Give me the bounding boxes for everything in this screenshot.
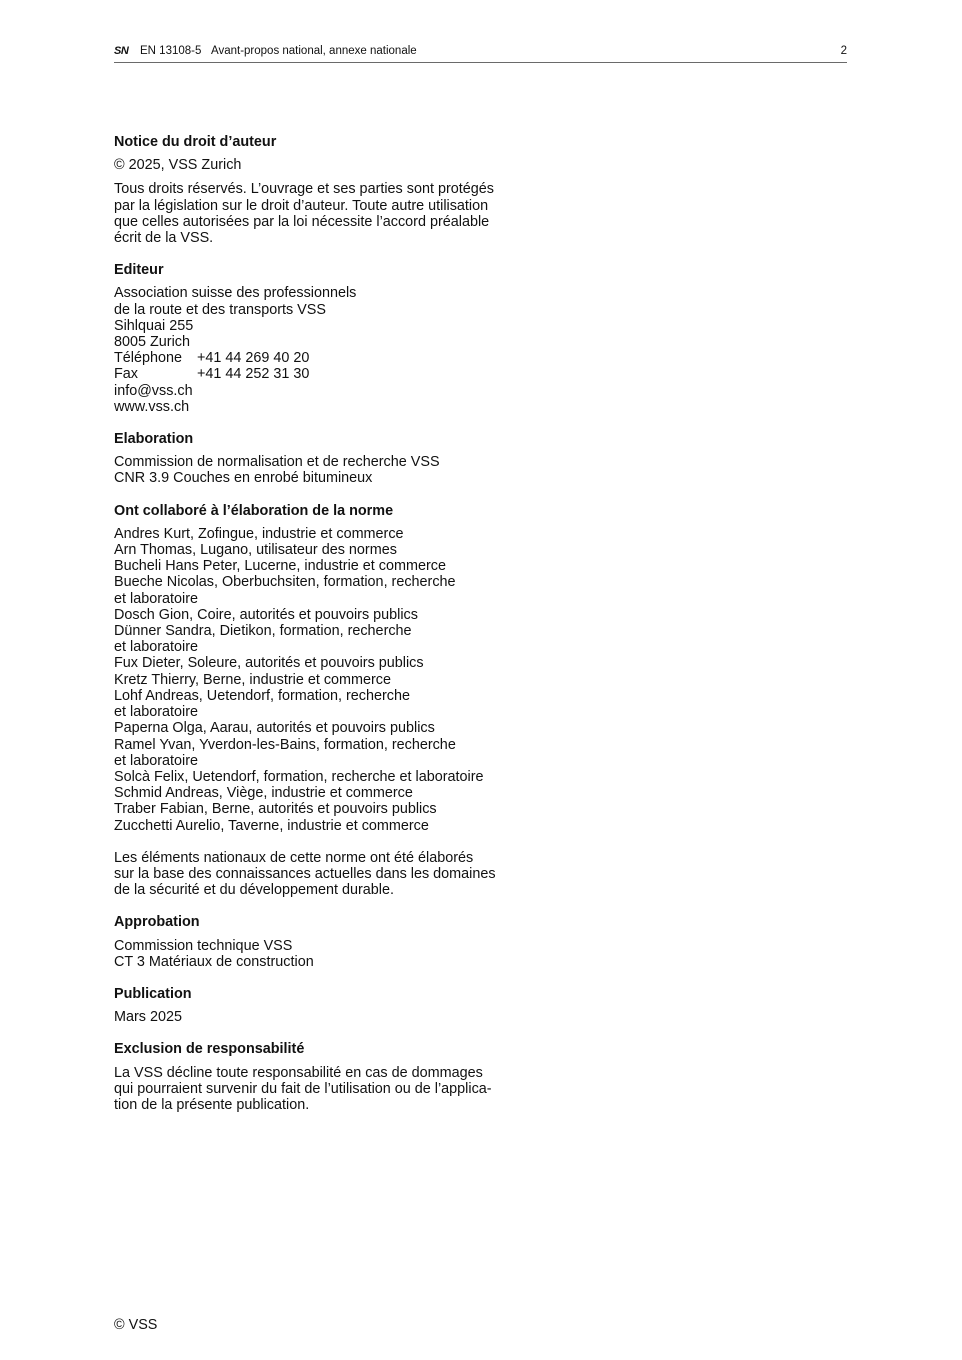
approval-text	[114, 938, 514, 970]
disclaimer-line: La VSS décline toute responsabilité en cas de dommages	[114, 1064, 483, 1081]
copyright-year-line: © 2025, VSS Zurich	[114, 157, 242, 174]
sn-logo-icon: SN	[114, 45, 129, 57]
phone-row	[114, 350, 514, 366]
note-line: de la sécurité et du développement durable.	[114, 882, 395, 899]
editor-heading: Editeur	[114, 262, 164, 279]
collaborator-line: et laboratoire	[114, 590, 198, 607]
collaborators-section	[114, 503, 514, 899]
copyright-text-line: écrit de la VSS.	[114, 230, 214, 247]
fax-value: +41 44 252 31 30	[197, 366, 310, 383]
note-line: sur la base des connaissances actuelles dans les domaines	[114, 865, 496, 882]
disclaimer-section	[114, 1041, 514, 1113]
collaborator-line: et laboratoire	[114, 752, 198, 769]
disclaimer-heading: Exclusion de responsabilité	[114, 1041, 305, 1058]
disclaimer-line: tion de la présente publication.	[114, 1096, 310, 1113]
elaboration-text	[114, 454, 514, 486]
collaborator-line: Paperna Olga, Aarau, autorités et pouvoirs publics	[114, 720, 435, 737]
collaborator-line: Bueche Nicolas, Oberbuchsiten, formation, recherche	[114, 574, 456, 591]
approval-heading: Approbation	[114, 914, 200, 931]
collaborator-line: Dünner Sandra, Dietikon, formation, recherche	[114, 623, 412, 640]
copyright-text-line: que celles autorisées par la loi nécessite l’accord préalable	[114, 213, 490, 230]
elaboration-line: Commission de normalisation et de recherche VSS	[114, 454, 440, 471]
publication-date: Mars 2025	[114, 1009, 182, 1026]
copyright-text-line: Tous droits réservés. L’ouvrage et ses parties sont protégés	[114, 181, 494, 198]
copyright-heading: Notice du droit d’auteur	[114, 134, 277, 150]
collaborator-line: Ramel Yvan, Yverdon-les-Bains, formation, recherche	[114, 736, 456, 753]
address-line: Association suisse des professionnels	[114, 285, 357, 302]
copyright-text	[114, 181, 514, 246]
approval-line: CT 3 Matériaux de construction	[114, 953, 314, 970]
collaborator-line: Dosch Gion, Coire, autorités et pouvoirs publics	[114, 606, 418, 623]
page-number: 2	[840, 45, 847, 57]
address-line: 8005 Zurich	[114, 334, 190, 351]
disclaimer-text	[114, 1065, 514, 1114]
collaborator-line: Bucheli Hans Peter, Lucerne, industrie et commerce	[114, 558, 446, 575]
collaborator-line: et laboratoire	[114, 639, 198, 656]
collaborator-line: Andres Kurt, Zofingue, industrie et commerce	[114, 525, 404, 542]
collaborator-line: Arn Thomas, Lugano, utilisateur des normes	[114, 542, 397, 559]
address-line: Sihlquai 255	[114, 317, 194, 334]
page-content	[114, 134, 514, 1113]
phone-label: Téléphone	[114, 350, 183, 367]
collaborators-heading: Ont collaboré à l’élaboration de la norme	[114, 502, 394, 519]
collaborator-line: Lohf Andreas, Uetendorf, formation, recherche	[114, 687, 410, 704]
website-link[interactable]: www.vss.ch	[114, 398, 190, 415]
document-title: Avant-propos national, annexe nationale	[211, 45, 417, 57]
collaborator-line: Traber Fabian, Berne, autorités et pouvoirs publics	[114, 801, 437, 818]
copyright-text-line: par la législation sur le droit d’auteur. Toute autre utilisation	[114, 197, 489, 214]
fax-row	[114, 366, 514, 382]
collaborator-line: Solcà Felix, Uetendorf, formation, recherche et laboratoire	[114, 768, 484, 785]
editor-address	[114, 285, 514, 415]
address-line: de la route et des transports VSS	[114, 301, 326, 318]
elaboration-section	[114, 431, 514, 487]
collaborator-line: et laboratoire	[114, 704, 198, 721]
approval-line: Commission technique VSS	[114, 937, 293, 954]
elaboration-heading: Elaboration	[114, 431, 194, 448]
disclaimer-line: qui pourraient survenir du fait de l’utilisation ou de l’applica-	[114, 1080, 492, 1097]
copyright-notice-section	[114, 134, 514, 246]
collaborator-line: Schmid Andreas, Viège, industrie et commerce	[114, 785, 413, 802]
collaborator-line: Kretz Thierry, Berne, industrie et commerce	[114, 671, 391, 688]
email-link[interactable]: info@vss.ch	[114, 382, 193, 399]
collaborator-line: Zucchetti Aurelio, Taverne, industrie et commerce	[114, 817, 429, 834]
elaboration-line: CNR 3.9 Couches en enrobé bitumineux	[114, 470, 373, 487]
footer-copyright: © VSS	[114, 1317, 158, 1333]
collaborators-note	[114, 850, 514, 899]
publication-heading: Publication	[114, 985, 192, 1002]
collaborators-list	[114, 526, 514, 834]
document-number: EN 13108-5	[140, 45, 202, 57]
fax-label: Fax	[114, 366, 138, 383]
approval-section	[114, 914, 514, 970]
page-header	[114, 42, 847, 63]
page-footer	[114, 1317, 157, 1333]
editor-section	[114, 262, 514, 415]
note-line: Les éléments nationaux de cette norme ont été élaborés	[114, 849, 474, 866]
publication-section	[114, 986, 514, 1025]
collaborator-line: Fux Dieter, Soleure, autorités et pouvoirs publics	[114, 655, 424, 672]
phone-value: +41 44 269 40 20	[197, 350, 310, 367]
